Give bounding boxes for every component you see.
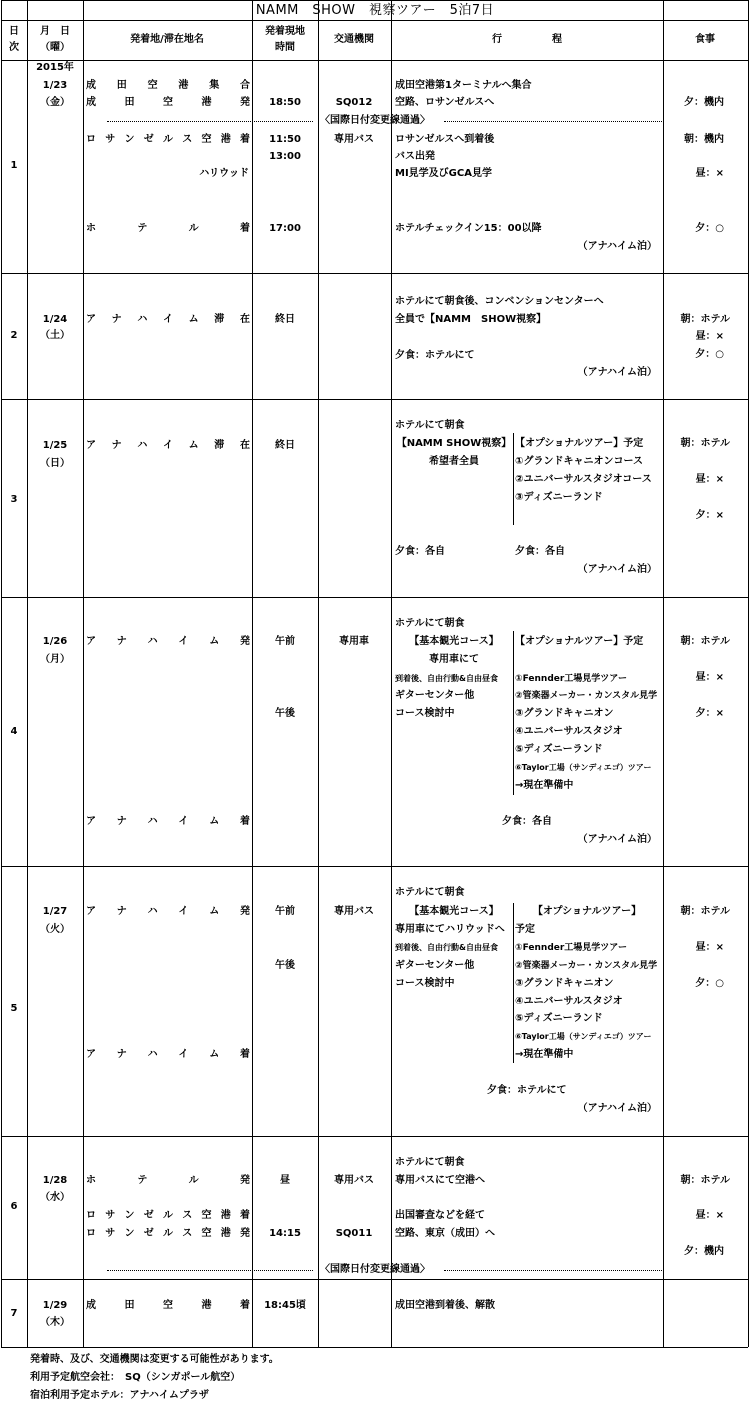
itinerary-line: ホテルにて朝食 (395, 1157, 465, 1168)
time: 11:50 (269, 134, 301, 145)
day-weekday: （月） (40, 654, 70, 665)
time: 18:50 (269, 97, 301, 108)
itinerary-line: 全員で【NAMM SHOW視察】 (395, 314, 547, 325)
dateline-label: 〈国際日付変更線通過〉 (320, 1264, 430, 1275)
day-weekday: （土） (40, 330, 70, 341)
itinerary-line: コース検討中 (395, 708, 455, 719)
optional-tour: →現在準備中 (515, 1049, 574, 1060)
itinerary-line: 到着後、自由行動&自由昼食 (395, 943, 498, 952)
itinerary-line: 専用車にてハリウッドへ (395, 924, 505, 935)
dateline-dots (107, 121, 313, 122)
page-title: NAMM SHOW 視察ツアー 5泊7日 (255, 3, 495, 18)
day-weekday: （日） (40, 458, 70, 469)
day-number: 5 (10, 1003, 18, 1014)
meal: 朝：ホテル (680, 314, 730, 325)
meal: 夕：○ (695, 349, 724, 360)
itinerary-line: 成田空港第1ターミナルへ集合 (395, 80, 532, 91)
itinerary-line: 夕食：各自 (395, 546, 445, 557)
column-rule (748, 0, 749, 1347)
place-name: ロ サ ン ゼ ル ス 空 港 着 (86, 1210, 250, 1221)
itinerary-line: ホテルにて朝食 (395, 618, 465, 629)
place-name: ア ナ ハ イ ム 着 (86, 1049, 250, 1060)
optional-tour: ③グランドキャニオン (515, 978, 614, 989)
itinerary-line: バス出発 (395, 151, 435, 162)
row-rule (1, 597, 748, 598)
day-date: 1/25 (42, 440, 68, 451)
optional-tour: 【オプショナルツアー】 (532, 906, 642, 917)
overnight-note: （アナハイム泊） (577, 834, 657, 845)
itinerary-line: 【基本観光コース】 (409, 636, 499, 647)
place-name: ア ナ ハ イ ム 着 (86, 816, 250, 827)
day-weekday: （木） (40, 1317, 70, 1328)
day-number: 3 (10, 494, 18, 505)
meal: 朝：ホテル (680, 1175, 730, 1186)
time: 午後 (275, 708, 295, 719)
optional-tour: ①グランドキャニオンコース (515, 456, 643, 467)
place-name: ア ナ ハ イ ム 発 (86, 636, 250, 647)
bottom-rule (1, 1347, 748, 1348)
header-transport: 交通機関 (334, 34, 374, 45)
transport: SQ011 (335, 1228, 373, 1239)
day-weekday: （水） (40, 1192, 70, 1203)
column-rule (83, 0, 84, 1347)
time: 18:45頃 (264, 1300, 306, 1311)
itinerary-line: ホテルにて朝食後、コンベンションセンターへ (395, 296, 604, 307)
itinerary-line: ホテルにて朝食 (395, 887, 465, 898)
day-weekday: （火） (40, 924, 70, 935)
overnight-note: （アナハイム泊） (577, 241, 657, 252)
overnight-note: （アナハイム泊） (577, 1103, 657, 1114)
itinerary-line: 夕食：ホテルにて (487, 1085, 567, 1096)
meal: 朝：ホテル (680, 636, 730, 647)
header-date: 月 日 (40, 26, 70, 37)
column-rule (1, 0, 2, 1347)
column-rule (318, 0, 319, 1347)
time: 午前 (275, 906, 295, 917)
time: 昼 (280, 1175, 290, 1186)
day-date: 1/28 (42, 1175, 68, 1186)
transport: 専用車 (339, 636, 369, 647)
row-rule (1, 399, 748, 400)
day-date: 1/24 (42, 314, 68, 325)
place-name: ア ナ ハ イ ム 発 (86, 906, 250, 917)
optional-tour: 【オプショナルツアー】予定 (515, 438, 644, 449)
itinerary-line: ロサンゼルスへ到着後 (395, 134, 495, 145)
itinerary-line: 【基本観光コース】 (409, 906, 499, 917)
day-number: 7 (10, 1308, 18, 1319)
day-weekday: （金） (40, 97, 70, 108)
time: 終日 (275, 440, 295, 451)
itinerary-line: ギターセンター他 (395, 690, 475, 701)
header-date: （曜） (40, 42, 70, 53)
row-rule (1, 866, 748, 867)
itinerary-line: 専用バスにて空港へ (395, 1175, 485, 1186)
overnight-note: （アナハイム泊） (577, 367, 657, 378)
optional-tour: ④ユニバーサルスタジオ (515, 996, 623, 1007)
dateline-dots (444, 1270, 664, 1271)
optional-tour: ⑤ディズニーランド (515, 744, 603, 755)
meal: 夕：○ (695, 978, 724, 989)
optional-tour: ②ユニバーサルスタジオコース (515, 474, 652, 485)
column-rule (252, 0, 253, 1347)
place-name: 成 田 空 港 着 (86, 1300, 250, 1311)
time: 午前 (275, 636, 295, 647)
place-name: ハリウッド (199, 168, 249, 179)
meal: 夕：機内 (684, 97, 724, 108)
meal: 朝：機内 (684, 134, 724, 145)
column-rule (663, 0, 664, 1347)
day-date: 1/23 (42, 80, 68, 91)
meal: 夕：機内 (684, 1246, 724, 1257)
header-place: 発着地/滞在地名 (130, 34, 204, 45)
option-divider (513, 903, 514, 1063)
title-rule (1, 20, 748, 21)
footnote: 宿泊利用予定ホテル：アナハイムプラザ (30, 1390, 209, 1401)
time: 13:00 (269, 151, 301, 162)
transport: 専用バス (334, 1175, 374, 1186)
day-number: 6 (10, 1201, 18, 1212)
meal: 夕：× (695, 708, 724, 719)
time: 午後 (275, 960, 295, 971)
header-itinerary: 行 程 (492, 34, 562, 45)
time: 17:00 (269, 223, 301, 234)
dateline-dots (107, 1270, 313, 1271)
day-date: 1/27 (42, 906, 68, 917)
day-number: 1 (10, 160, 18, 171)
dateline-dots (444, 121, 664, 122)
day-year: 2015年 (36, 62, 74, 73)
optional-tour: ②管楽器メーカー・カンスタル見学 (515, 691, 658, 701)
itinerary-line: 夕食：ホテルにて (395, 350, 475, 361)
row-rule (1, 273, 748, 274)
itinerary-line: 専用車にて (429, 654, 479, 665)
footnote: 発着時、及び、交通機関は変更する可能性があります。 (30, 1354, 279, 1365)
meal: 朝：ホテル (680, 438, 730, 449)
meal: 昼：× (695, 672, 724, 683)
place-name: ホ テ ル 発 (86, 1175, 250, 1186)
day-number: 2 (10, 330, 18, 341)
time: 14:15 (269, 1228, 301, 1239)
row-rule (1, 1279, 748, 1280)
header-rule (1, 60, 748, 61)
itinerary-line: MI見学及びGCA見学 (395, 168, 492, 179)
itinerary-line: 【NAMM SHOW視察】 (396, 438, 512, 449)
meal: 朝：ホテル (680, 906, 730, 917)
day-number: 4 (10, 726, 18, 737)
place-name: ア ナ ハ イ ム 滞 在 (86, 314, 250, 325)
header-day-no: 日 (9, 26, 19, 37)
optional-tour: ⑥Taylor工場（サンディエゴ）ツアー (515, 763, 652, 772)
itinerary-line: 成田空港到着後、解散 (395, 1300, 495, 1311)
dateline-label: 〈国際日付変更線通過〉 (320, 115, 430, 126)
header-meal: 食事 (695, 34, 715, 45)
place-name: ホ テ ル 着 (86, 223, 250, 234)
place-name: 成 田 空 港 集 合 (86, 80, 250, 91)
itinerary-line: ギターセンター他 (395, 960, 475, 971)
optional-tour: 夕食：各自 (515, 546, 565, 557)
place-name: 成 田 空 港 発 (86, 97, 250, 108)
optional-tour: ⑥Taylor工場（サンディエゴ）ツアー (515, 1032, 652, 1041)
column-rule (391, 0, 392, 1347)
itinerary-line: ホテルチェックイン15：00以降 (395, 223, 542, 234)
optional-tour: 予定 (515, 924, 535, 935)
itinerary-line: コース検討中 (395, 978, 455, 989)
header-time: 発着現地 (265, 26, 305, 37)
header-time: 時間 (275, 42, 295, 53)
optional-tour: ④ユニバーサルスタジオ (515, 726, 623, 737)
optional-tour: 【オプショナルツアー】予定 (515, 636, 644, 647)
itinerary-line: 夕食：各自 (502, 816, 552, 827)
optional-tour: ⑤ディズニーランド (515, 1013, 603, 1024)
top-rule (1, 0, 748, 1)
itinerary-line: 空路、ロサンゼルスへ (395, 97, 495, 108)
transport: 専用バス (334, 906, 374, 917)
day-date: 1/26 (42, 636, 68, 647)
footnote: 利用予定航空会社： SQ（シンガポール航空） (30, 1372, 241, 1383)
option-divider (513, 631, 514, 795)
meal: 夕：× (695, 510, 724, 521)
optional-tour: ①Fennder工場見学ツアー (515, 943, 628, 953)
day-date: 1/29 (42, 1300, 68, 1311)
time: 終日 (275, 314, 295, 325)
itinerary-line: ホテルにて朝食 (395, 420, 465, 431)
meal: 夕：○ (695, 223, 724, 234)
meal: 昼：× (695, 168, 724, 179)
itinerary-line: 空路、東京（成田）へ (395, 1228, 495, 1239)
optional-tour: ③グランドキャニオン (515, 708, 614, 719)
itinerary-line: 希望者全員 (429, 456, 479, 467)
place-name: ロ サ ン ゼ ル ス 空 港 発 (86, 1228, 250, 1239)
meal: 昼：× (695, 474, 724, 485)
itinerary-line: 到着後、自由行動&自由昼食 (395, 674, 498, 683)
optional-tour: ①Fennder工場見学ツアー (515, 674, 628, 684)
optional-tour: →現在準備中 (515, 780, 574, 791)
itinerary-line: 出国審査などを経て (395, 1210, 485, 1221)
place-name: ア ナ ハ イ ム 滞 在 (86, 440, 250, 451)
optional-tour: ③ディズニーランド (515, 492, 603, 503)
meal: 昼：× (695, 942, 724, 953)
overnight-note: （アナハイム泊） (577, 564, 657, 575)
transport: 専用バス (334, 134, 374, 145)
optional-tour: ②管楽器メーカー・カンスタル見学 (515, 961, 658, 971)
meal: 昼：× (695, 331, 724, 342)
meal: 昼：× (695, 1210, 724, 1221)
column-rule (27, 0, 28, 1347)
header-day-no: 次 (9, 42, 19, 53)
row-rule (1, 1136, 748, 1137)
transport: SQ012 (335, 97, 373, 108)
option-divider (513, 433, 514, 525)
place-name: ロ サ ン ゼ ル ス 空 港 着 (86, 134, 250, 145)
